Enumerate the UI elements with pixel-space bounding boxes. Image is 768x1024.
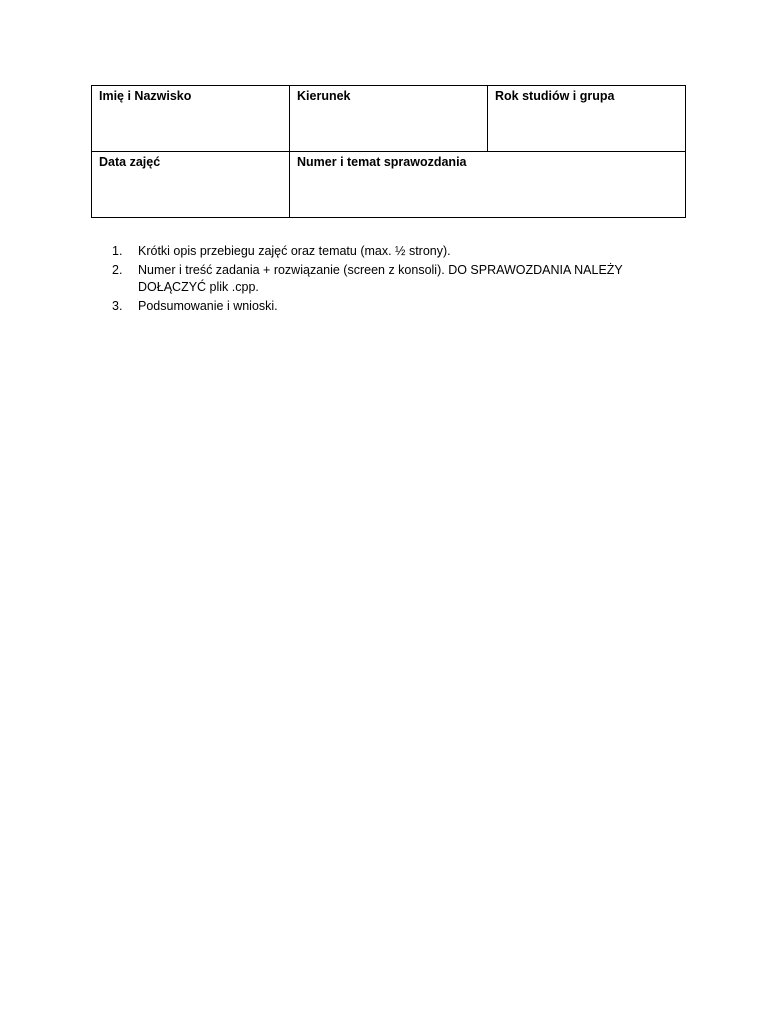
list-item [112,298,652,316]
list-item [112,243,652,261]
list-item-text: Numer i treść zadania + rozwiązanie (screen z konsoli). DO SPRAWOZDANIA NALEŻY DOŁĄCZYĆ plik .cpp. [138,262,623,294]
list-item-text: Krótki opis przebiegu zajęć oraz tematu (max. ½ strony). [138,244,451,258]
list-item [112,262,652,297]
header-row-2 [92,152,686,218]
year-group-cell [488,86,686,152]
list-item-number: 1. [112,244,123,258]
name-cell [92,86,290,152]
year-group-label: Rok studiów i grupa [495,89,615,103]
field-of-study-label: Kierunek [297,89,351,103]
instructions-list [112,243,652,316]
list-item-number: 2. [112,262,123,277]
field-of-study-cell [290,86,488,152]
class-date-cell [92,152,290,218]
report-topic-cell [290,152,686,218]
class-date-label: Data zajęć [99,155,161,169]
name-label: Imię i Nazwisko [99,89,192,103]
list-item-text: Podsumowanie i wnioski. [138,298,278,313]
report-header-table [91,85,686,218]
report-topic-label: Numer i temat sprawozdania [297,155,467,169]
header-row-1 [92,86,686,152]
list-item-number: 3. [112,298,123,313]
